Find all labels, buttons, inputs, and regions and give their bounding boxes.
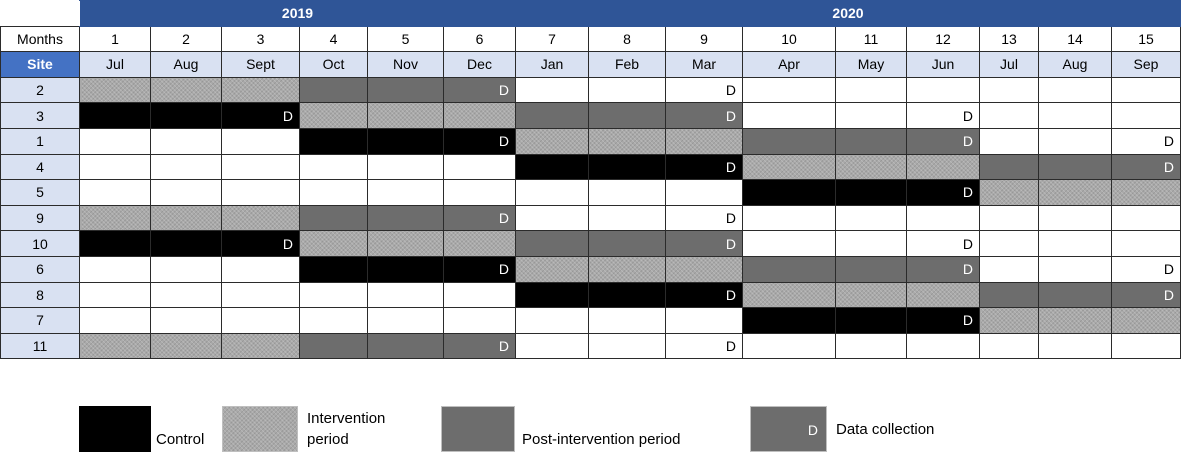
phase-cell-empty — [444, 308, 516, 334]
phase-cell-empty — [368, 180, 444, 206]
phase-cell-intervention — [444, 231, 516, 257]
month-number-cell: 3 — [222, 26, 300, 52]
year-header-row — [1, 1, 1181, 27]
data-collection-marker: D — [962, 184, 973, 201]
phase-cell-intervention — [836, 154, 907, 180]
phase-cell-empty — [980, 103, 1039, 129]
phase-cell-empty — [516, 333, 589, 359]
phase-cell-post-intervention — [300, 77, 368, 103]
phase-cell-empty — [222, 154, 300, 180]
phase-cell-empty — [368, 308, 444, 334]
data-collection-marker: D — [725, 338, 736, 355]
phase-cell-empty — [1112, 205, 1181, 231]
data-collection-marker: D — [725, 158, 736, 175]
phase-cell-empty — [444, 180, 516, 206]
phase-cell-intervention — [222, 77, 300, 103]
phase-cell-intervention — [589, 256, 666, 282]
phase-cell-intervention — [444, 103, 516, 129]
month-name-cell: Sep — [1112, 52, 1181, 78]
data-collection-marker: D — [725, 107, 736, 124]
month-number-cell: 4 — [300, 26, 368, 52]
legend-intervention-swatch — [222, 406, 298, 452]
phase-cell-empty — [1039, 205, 1112, 231]
phase-cell-empty — [743, 103, 836, 129]
data-collection-marker: D — [1163, 133, 1174, 150]
phase-cell-empty — [1039, 128, 1112, 154]
data-collection-marker: D — [725, 82, 736, 99]
phase-cell-intervention — [1039, 180, 1112, 206]
phase-cell-empty — [1039, 77, 1112, 103]
phase-cell-intervention — [907, 154, 980, 180]
phase-cell-empty — [80, 154, 151, 180]
month-number-cell: 13 — [980, 26, 1039, 52]
legend-post-intervention-swatch — [441, 406, 515, 452]
phase-cell-empty — [589, 333, 666, 359]
phase-cell-empty — [516, 308, 589, 334]
month-name-cell: Aug — [151, 52, 222, 78]
phase-cell-control — [589, 282, 666, 308]
phase-cell-post-intervention-data-collection — [1112, 154, 1181, 180]
phase-cell-intervention — [516, 128, 589, 154]
phase-cell-control — [151, 103, 222, 129]
phase-cell-control — [743, 180, 836, 206]
phase-cell-intervention — [80, 333, 151, 359]
phase-cell-empty — [980, 77, 1039, 103]
phase-cell-control — [368, 128, 444, 154]
phase-cell-intervention — [222, 333, 300, 359]
months-label: Months — [1, 26, 80, 52]
phase-cell-intervention — [222, 205, 300, 231]
phase-cell-empty — [980, 205, 1039, 231]
phase-cell-intervention — [836, 282, 907, 308]
phase-cell-intervention — [368, 231, 444, 257]
site-id-cell: 5 — [1, 180, 80, 206]
site-row-10 — [1, 231, 1181, 257]
data-collection-marker: D — [1163, 286, 1174, 303]
month-number-cell: 8 — [589, 26, 666, 52]
phase-cell-empty — [589, 77, 666, 103]
site-row-6 — [1, 256, 1181, 282]
phase-cell-empty — [222, 282, 300, 308]
phase-cell-control — [368, 256, 444, 282]
phase-cell-empty-data-collection — [666, 333, 743, 359]
phase-cell-control-data-collection — [907, 308, 980, 334]
month-number-cell: 7 — [516, 26, 589, 52]
data-collection-marker: D — [725, 210, 736, 227]
phase-cell-intervention — [368, 103, 444, 129]
phase-cell-empty-data-collection — [907, 103, 980, 129]
phase-cell-empty — [836, 103, 907, 129]
phase-cell-empty — [666, 308, 743, 334]
phase-cell-post-intervention — [836, 128, 907, 154]
phase-cell-empty — [1112, 333, 1181, 359]
phase-cell-post-intervention-data-collection — [666, 231, 743, 257]
phase-cell-empty — [1039, 333, 1112, 359]
legend-control-swatch — [79, 406, 151, 452]
month-name-row — [1, 52, 1181, 78]
phase-cell-empty — [151, 282, 222, 308]
phase-cell-empty — [1039, 231, 1112, 257]
data-collection-marker: D — [1163, 158, 1174, 175]
site-id-cell: 7 — [1, 308, 80, 334]
month-name-cell: Mar — [666, 52, 743, 78]
month-name-cell: Jul — [80, 52, 151, 78]
phase-cell-empty — [444, 282, 516, 308]
site-row-11 — [1, 333, 1181, 359]
phase-cell-post-intervention-data-collection — [907, 256, 980, 282]
month-number-cell: 9 — [666, 26, 743, 52]
phase-cell-intervention — [151, 205, 222, 231]
phase-cell-intervention — [300, 103, 368, 129]
phase-cell-empty-data-collection — [907, 231, 980, 257]
phase-cell-empty — [80, 256, 151, 282]
month-number-row — [1, 26, 1181, 52]
legend-data-collection-label: Data collection — [836, 421, 935, 438]
phase-cell-intervention — [1112, 308, 1181, 334]
legend-post-intervention-label: Post-intervention period — [522, 431, 681, 448]
month-name-cell: Apr — [743, 52, 836, 78]
site-id-cell: 4 — [1, 154, 80, 180]
phase-cell-empty — [907, 333, 980, 359]
phase-cell-intervention — [80, 205, 151, 231]
phase-cell-empty — [222, 180, 300, 206]
phase-cell-empty — [80, 128, 151, 154]
phase-cell-empty — [151, 180, 222, 206]
year-header-2019: 2019 — [80, 1, 516, 27]
phase-cell-control — [300, 128, 368, 154]
site-id-cell: 6 — [1, 256, 80, 282]
data-collection-marker: D — [498, 210, 509, 227]
phase-cell-control-data-collection — [444, 128, 516, 154]
phase-cell-empty — [980, 128, 1039, 154]
phase-cell-post-intervention — [589, 231, 666, 257]
phase-cell-empty — [516, 180, 589, 206]
phase-cell-control-data-collection — [222, 231, 300, 257]
phase-cell-empty — [80, 308, 151, 334]
phase-cell-empty — [980, 231, 1039, 257]
phase-cell-intervention — [80, 77, 151, 103]
phase-cell-empty — [300, 180, 368, 206]
phase-cell-empty — [1112, 77, 1181, 103]
phase-cell-post-intervention — [516, 103, 589, 129]
data-collection-marker: D — [725, 235, 736, 252]
data-collection-marker: D — [962, 235, 973, 252]
phase-cell-post-intervention — [1039, 282, 1112, 308]
phase-cell-control — [80, 231, 151, 257]
phase-cell-empty — [589, 205, 666, 231]
phase-cell-empty — [151, 308, 222, 334]
phase-cell-intervention — [666, 128, 743, 154]
phase-cell-empty — [368, 154, 444, 180]
phase-cell-control-data-collection — [666, 282, 743, 308]
phase-cell-control-data-collection — [666, 154, 743, 180]
phase-cell-control — [836, 308, 907, 334]
month-number-cell: 5 — [368, 26, 444, 52]
phase-cell-post-intervention — [589, 103, 666, 129]
site-id-cell: 8 — [1, 282, 80, 308]
phase-cell-empty-data-collection — [666, 77, 743, 103]
data-collection-marker: D — [962, 312, 973, 329]
phase-cell-empty — [980, 256, 1039, 282]
phase-cell-empty — [836, 231, 907, 257]
phase-cell-intervention — [980, 180, 1039, 206]
phase-cell-post-intervention-data-collection — [907, 128, 980, 154]
phase-cell-control-data-collection — [222, 103, 300, 129]
phase-cell-empty — [516, 205, 589, 231]
phase-cell-empty — [1112, 231, 1181, 257]
phase-cell-empty — [666, 180, 743, 206]
phase-cell-post-intervention — [743, 256, 836, 282]
phase-cell-intervention — [151, 333, 222, 359]
site-id-cell: 3 — [1, 103, 80, 129]
phase-cell-control-data-collection — [907, 180, 980, 206]
phase-cell-control — [743, 308, 836, 334]
phase-cell-empty — [1039, 103, 1112, 129]
phase-cell-empty-data-collection — [1112, 128, 1181, 154]
phase-cell-intervention — [743, 282, 836, 308]
phase-cell-post-intervention — [836, 256, 907, 282]
month-name-cell: Dec — [444, 52, 516, 78]
phase-cell-intervention — [151, 77, 222, 103]
month-name-cell: May — [836, 52, 907, 78]
phase-cell-post-intervention — [368, 77, 444, 103]
legend-data-collection-swatch — [750, 406, 827, 452]
month-name-cell: Aug — [1039, 52, 1112, 78]
phase-cell-control — [80, 103, 151, 129]
data-collection-marker: D — [725, 286, 736, 303]
phase-cell-control-data-collection — [444, 256, 516, 282]
phase-cell-empty — [743, 77, 836, 103]
phase-cell-empty — [743, 333, 836, 359]
legend-data-marker: D — [807, 422, 818, 438]
phase-cell-empty — [80, 180, 151, 206]
phase-cell-control — [589, 154, 666, 180]
phase-cell-empty — [222, 308, 300, 334]
month-name-cell: Jan — [516, 52, 589, 78]
phase-cell-empty — [743, 205, 836, 231]
data-collection-marker: D — [962, 107, 973, 124]
site-id-cell: 10 — [1, 231, 80, 257]
data-collection-marker: D — [962, 133, 973, 150]
phase-cell-empty — [836, 205, 907, 231]
phase-cell-post-intervention-data-collection — [1112, 282, 1181, 308]
phase-cell-intervention — [743, 154, 836, 180]
phase-cell-empty — [836, 77, 907, 103]
site-row-2 — [1, 77, 1181, 103]
phase-cell-intervention — [980, 308, 1039, 334]
data-collection-marker: D — [962, 261, 973, 278]
phase-cell-post-intervention — [980, 282, 1039, 308]
month-number-cell: 11 — [836, 26, 907, 52]
site-row-5 — [1, 180, 1181, 206]
phase-cell-empty — [907, 205, 980, 231]
phase-cell-empty-data-collection — [1112, 256, 1181, 282]
month-name-cell: Feb — [589, 52, 666, 78]
site-id-cell: 2 — [1, 77, 80, 103]
phase-cell-empty — [1112, 103, 1181, 129]
phase-cell-empty — [589, 180, 666, 206]
phase-cell-intervention — [300, 231, 368, 257]
site-row-8 — [1, 282, 1181, 308]
phase-cell-empty — [80, 282, 151, 308]
phase-cell-post-intervention-data-collection — [444, 333, 516, 359]
phase-cell-post-intervention — [1039, 154, 1112, 180]
month-number-cell: 2 — [151, 26, 222, 52]
phase-cell-post-intervention — [300, 333, 368, 359]
month-number-cell: 1 — [80, 26, 151, 52]
phase-cell-empty — [836, 333, 907, 359]
month-name-cell: Oct — [300, 52, 368, 78]
phase-cell-empty — [151, 154, 222, 180]
phase-cell-post-intervention-data-collection — [666, 103, 743, 129]
phase-cell-intervention — [1039, 308, 1112, 334]
month-number-cell: 6 — [444, 26, 516, 52]
phase-cell-control — [300, 256, 368, 282]
site-row-7 — [1, 308, 1181, 334]
phase-cell-empty — [222, 256, 300, 282]
month-number-cell: 12 — [907, 26, 980, 52]
month-name-cell: Nov — [368, 52, 444, 78]
phase-cell-control — [836, 180, 907, 206]
site-row-1 — [1, 128, 1181, 154]
corner-blank — [1, 1, 80, 27]
phase-cell-empty — [516, 77, 589, 103]
legend-intervention-label-line2: period — [307, 431, 349, 448]
phase-cell-intervention — [666, 256, 743, 282]
phase-cell-intervention — [907, 282, 980, 308]
site-id-cell: 9 — [1, 205, 80, 231]
phase-cell-empty — [444, 154, 516, 180]
phase-cell-empty — [368, 282, 444, 308]
site-row-3 — [1, 103, 1181, 129]
phase-cell-control — [151, 231, 222, 257]
phase-cell-empty — [151, 256, 222, 282]
legend-intervention-label-line1: Intervention — [307, 410, 386, 427]
phase-cell-post-intervention — [368, 333, 444, 359]
phase-cell-post-intervention-data-collection — [444, 77, 516, 103]
site-label: Site — [1, 52, 80, 78]
phase-cell-empty — [300, 282, 368, 308]
month-name-cell: Jun — [907, 52, 980, 78]
phase-cell-empty — [743, 231, 836, 257]
phase-cell-empty — [300, 308, 368, 334]
phase-cell-empty — [589, 308, 666, 334]
site-id-cell: 11 — [1, 333, 80, 359]
phase-cell-empty — [907, 77, 980, 103]
data-collection-marker: D — [282, 235, 293, 252]
data-collection-marker: D — [282, 107, 293, 124]
site-row-4 — [1, 154, 1181, 180]
phase-cell-empty — [300, 154, 368, 180]
phase-cell-post-intervention-data-collection — [444, 205, 516, 231]
phase-cell-post-intervention — [980, 154, 1039, 180]
phase-cell-post-intervention — [516, 231, 589, 257]
month-name-cell: Jul — [980, 52, 1039, 78]
phase-cell-empty — [1039, 256, 1112, 282]
phase-cell-control — [516, 154, 589, 180]
month-name-cell: Sept — [222, 52, 300, 78]
phase-cell-intervention — [1112, 180, 1181, 206]
phase-cell-empty-data-collection — [666, 205, 743, 231]
month-number-cell: 10 — [743, 26, 836, 52]
phase-cell-empty — [151, 128, 222, 154]
data-collection-marker: D — [498, 133, 509, 150]
phase-cell-empty — [222, 128, 300, 154]
site-id-cell: 1 — [1, 128, 80, 154]
phase-cell-post-intervention — [300, 205, 368, 231]
data-collection-marker: D — [498, 82, 509, 99]
phase-cell-post-intervention — [743, 128, 836, 154]
data-collection-marker: D — [498, 261, 509, 278]
data-collection-marker: D — [1163, 261, 1174, 278]
phase-cell-intervention — [516, 256, 589, 282]
phase-cell-empty — [980, 333, 1039, 359]
phase-cell-post-intervention — [368, 205, 444, 231]
year-header-2020: 2020 — [516, 1, 1181, 27]
legend-control-label: Control — [156, 431, 205, 448]
month-number-cell: 15 — [1112, 26, 1181, 52]
data-collection-marker: D — [498, 338, 509, 355]
phase-cell-intervention — [589, 128, 666, 154]
month-number-cell: 14 — [1039, 26, 1112, 52]
phase-cell-control — [516, 282, 589, 308]
site-row-9 — [1, 205, 1181, 231]
